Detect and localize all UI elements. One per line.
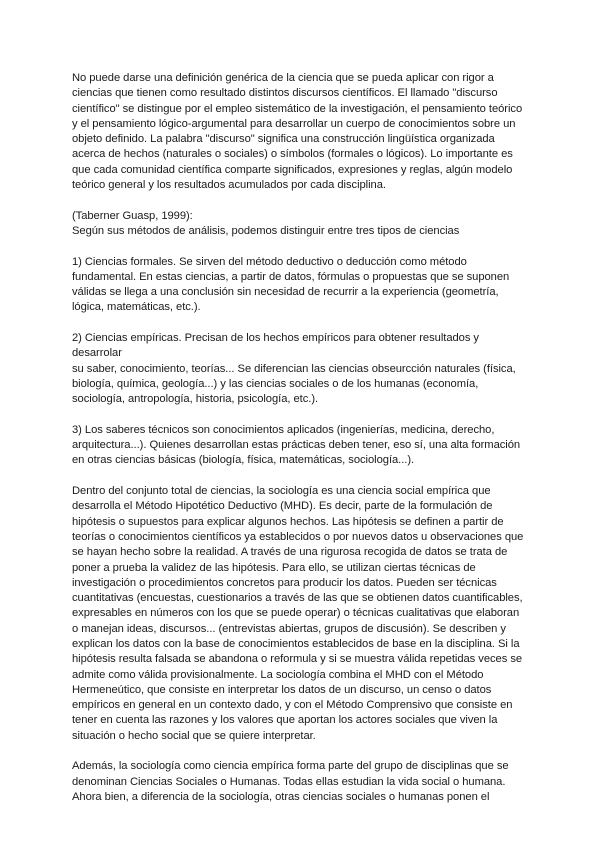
text-line: ciencias que tienen como resultado distintos discursos científicos. El llamado "discurso [72,87,498,100]
text-line: objeto definido. La palabra "discurso" significa una construcción lingüística organizada [72,133,495,146]
text-line: Hermeneútico, que consiste en interpretar los datos de un discurso, un censo o datos [72,683,492,696]
text-line: tener en cuenta las razones y los valores que aportan los actores sociales que viven la [72,714,498,727]
text-line: y el pensamiento lógico-argumental para desarrollar un cuerpo de conocimientos sobre un [72,117,516,130]
text-line: arquitectura...). Quienes desarrollan estas prácticas deben tener, eso sí, una alta formación [72,439,521,452]
text-line: denominan Ciencias Sociales o Humanas. Todas ellas estudian la vida social o humana. [72,775,506,788]
paragraph-spacer [72,744,530,759]
paragraph-spacer [72,469,530,484]
paragraph-spacer [72,316,530,331]
text-line: que cada comunidad científica comparte significados, expresiones y reglas, algún modelo [72,163,513,176]
paragraph-definition [72,71,530,193]
text-line: su saber, conocimiento, teorías... Se diferencian las ciencias obseurcción naturales (física, [72,362,516,375]
text-line: cuantitativas (encuestas, cuestionarios a través de las que se obtienen datos cuantificables, [72,592,523,605]
paragraph-spacer [72,193,530,208]
text-line: empíricos en general en un contexto dado, y con el Método Comprensivo que consiste en [72,699,513,712]
text-line: sociología, antropología, historia, psicología, etc.). [72,393,319,406]
paragraph-spacer [72,239,530,254]
text-line: explican los datos con la base de conocimientos establecidos de base en la disciplina. Si la [72,637,520,650]
text-line: investigación o procedimientos concretos para producir los datos. Pueden ser técnicas [72,576,497,589]
text-line: No puede darse una definición genérica de la ciencia que se pueda aplicar con rigor a [72,72,494,84]
text-line: acerca de hechos (naturales o sociales) o símbolos (formales o lógicos). Lo importante es [72,148,513,161]
text-line: expresables en números con los que se puede operar) o técnicas cualitativas que elaboran [72,607,520,620]
text-line: (Taberner Guasp, 1999): [72,209,193,222]
text-line: Según sus métodos de análisis, podemos distinguir entre tres tipos de ciencias [72,224,460,237]
text-line: Ahora bien, a diferencia de la sociología, otras ciencias sociales o humanas ponen el [72,790,490,803]
text-line: desarrolla el Método Hipotético Deductivo (MHD). Es decir, parte de la formulación de [72,500,493,513]
text-line: Además, la sociología como ciencia empírica forma parte del grupo de disciplinas que se [72,760,509,773]
text-line: 2) Ciencias empíricas. Precisan de los hechos empíricos para obtener resultados y [72,332,479,345]
text-line: 3) Los saberes técnicos son conocimientos aplicados (ingenierías, medicina, derecho, [72,423,495,436]
paragraph-technical-knowledge [72,423,530,469]
text-line: hipótesis o supuestos para explicar algunos hechos. Las hipótesis se definen a partir de [72,515,504,528]
text-line: poner a prueba la validez de las hipótesis. Para ello, se utilizan ciertas técnicas de [72,561,476,574]
text-line: teorías o conocimientos científicos ya establecidos o por nuevos datos u observaciones que [72,530,524,543]
text-line: desarrolar [72,347,122,360]
paragraph-social-sciences [72,759,530,805]
text-line: en otras ciencias básicas (biología, física, matemáticas, sociología...). [72,454,415,467]
text-line: científico" se distingue por el empleo sistemático de la investigación, el pensamiento teórico [72,102,523,115]
text-line: válidas se llega a una conclusión sin necesidad de recurrir a la experiencia (geometría, [72,286,499,299]
text-line: fundamental. En estas ciencias, a partir de datos, fórmulas o propuestas que se suponen [72,270,510,283]
paragraph-spacer [72,408,530,423]
text-line: teórico general y los resultados acumulados por cada disciplina. [72,179,386,192]
paragraph-formal-sciences [72,255,530,316]
text-line: biología, química, geología...) y las ciencias sociales o de los humanas (economía, [72,377,479,390]
text-line: lógica, matemáticas, etc.). [72,301,201,314]
paragraph-citation [72,209,530,240]
paragraph-empirical-sciences [72,331,530,407]
text-line: admite como válida provisionalmente. La sociología combina el MHD con el Método [72,668,484,681]
text-line: o manejan ideas, discursos... (entrevistas abiertas, grupos de discusión). Se describen y [72,622,506,635]
paragraph-sociology-method [72,484,530,744]
text-line: hipótesis resulta falsada se abandona o reformula y si se muestra válida repetidas veces se [72,653,523,666]
text-line: situación o hecho social que se quiere interpretar. [72,729,316,742]
text-line: 1) Ciencias formales. Se sirven del método deductivo o deducción como método [72,255,467,268]
text-line: se hayan hecho sobre la realidad. A través de una rigurosa recogida de datos se trata de [72,546,508,559]
text-line: Dentro del conjunto total de ciencias, la sociología es una ciencia social empírica que [72,485,491,498]
